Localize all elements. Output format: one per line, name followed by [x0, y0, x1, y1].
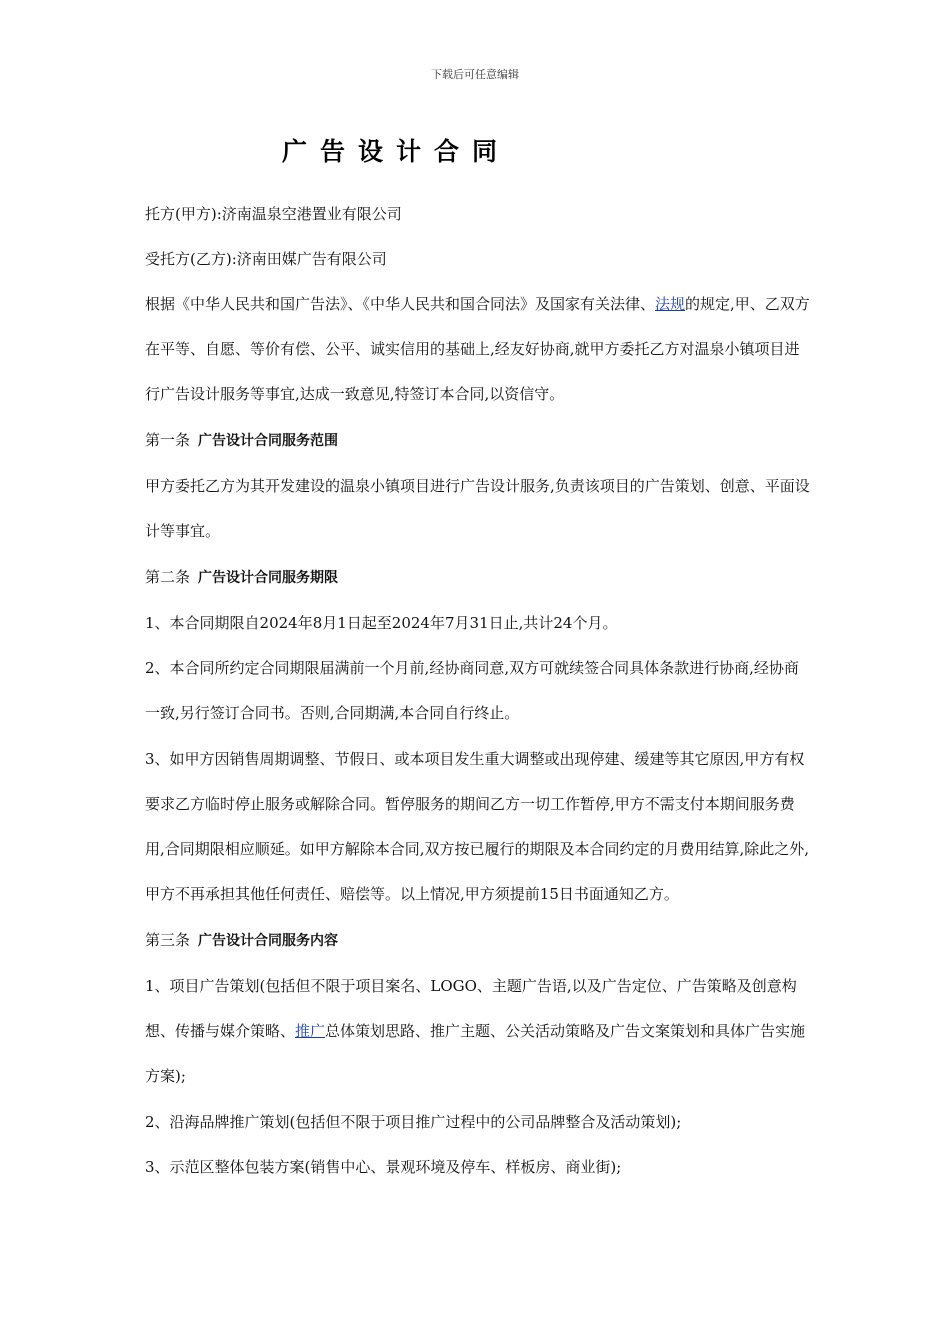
preamble-text-start: 根据《中华人民共和国广告法》、《中华人民共和国合同法》及国家有关法律、 [145, 295, 656, 313]
article2-item-3: 3、如甲方因销售周期调整、节假日、或本项目发生重大调整或出现停建、缓建等其它原因,甲方有权要求乙方临时停止服务或解除合同。暂停服务的期间乙方一切工作暂停,甲方不需支付本期间服务费用,合同期限相应顺延。如甲方解除本合同,双方按已履行的期限及本合同约定的月费用结算,除此之外,甲方不再承担其他任何责任、赔偿等。以上情况,甲方须提前15日书面通知乙方。 [145, 750, 810, 903]
header-note: 下载后可任意编辑 [431, 68, 519, 81]
article1-number: 第一条 [145, 431, 191, 449]
regulations-link[interactable]: 法规 [655, 295, 686, 313]
article2-item-2: 2、本合同所约定合同期限届满前一个月前,经协商同意,双方可就续签合同具体条款进行协商,经协商一致,另行签订合同书。否则,合同期满,本合同自行终止。 [145, 659, 799, 722]
article3-item-2: 2、沿海品牌推广策划(包括但不限于项目推广过程中的公司品牌整合及活动策划); [145, 1113, 682, 1131]
article1-heading [145, 424, 813, 457]
party-a-line: 托方(甲方):济南温泉空港置业有限公司 [145, 205, 402, 223]
document-body [145, 198, 813, 1196]
article2-item-1: 1、本合同期限自2024年8月1日起至2024年7月31日止,共计24个月。 [145, 614, 618, 632]
party-b-line: 受托方(乙方):济南田媒广告有限公司 [145, 250, 387, 268]
article3-item1-text-start: 1、项目广告策划(包括但不限于项目案名、LOGO、主题广告语,以及广告定位、广告策略及创意构想、传播与媒介策略、 [145, 977, 797, 1040]
promotion-link[interactable]: 推广 [295, 1022, 326, 1040]
article3-item1-text-end: 总体策划思路、推广主题、公关活动策略及广告文案策划和具体广告实施方案); [145, 1022, 806, 1085]
article2-heading [145, 561, 813, 594]
article3-title: 广告设计合同服务内容 [198, 933, 339, 949]
article3-item-3: 3、示范区整体包装方案(销售中心、景观环境及停车、样板房、商业街); [145, 1158, 622, 1176]
article3-number: 第三条 [145, 931, 191, 949]
article1-paragraph: 甲方委托乙方为其开发建设的温泉小镇项目进行广告设计服务,负责该项目的广告策划、创意、平面设计等事宜。 [145, 477, 810, 540]
article2-title: 广告设计合同服务期限 [198, 570, 339, 586]
article3-heading [145, 924, 813, 957]
article3-item-1 [145, 964, 813, 1099]
article2-number: 第二条 [145, 568, 191, 586]
preamble-paragraph [145, 282, 813, 417]
preamble-text-end: 的规定,甲、乙双方在平等、自愿、等价有偿、公平、诚实信用的基础上,经友好协商,就甲方委托乙方对温泉小镇项目进行广告设计服务等事宜,达成一致意见,特签订本合同,以资信守。 [145, 295, 810, 403]
document-title: 广告设计合同 [282, 137, 511, 166]
article1-title: 广告设计合同服务范围 [198, 433, 339, 449]
